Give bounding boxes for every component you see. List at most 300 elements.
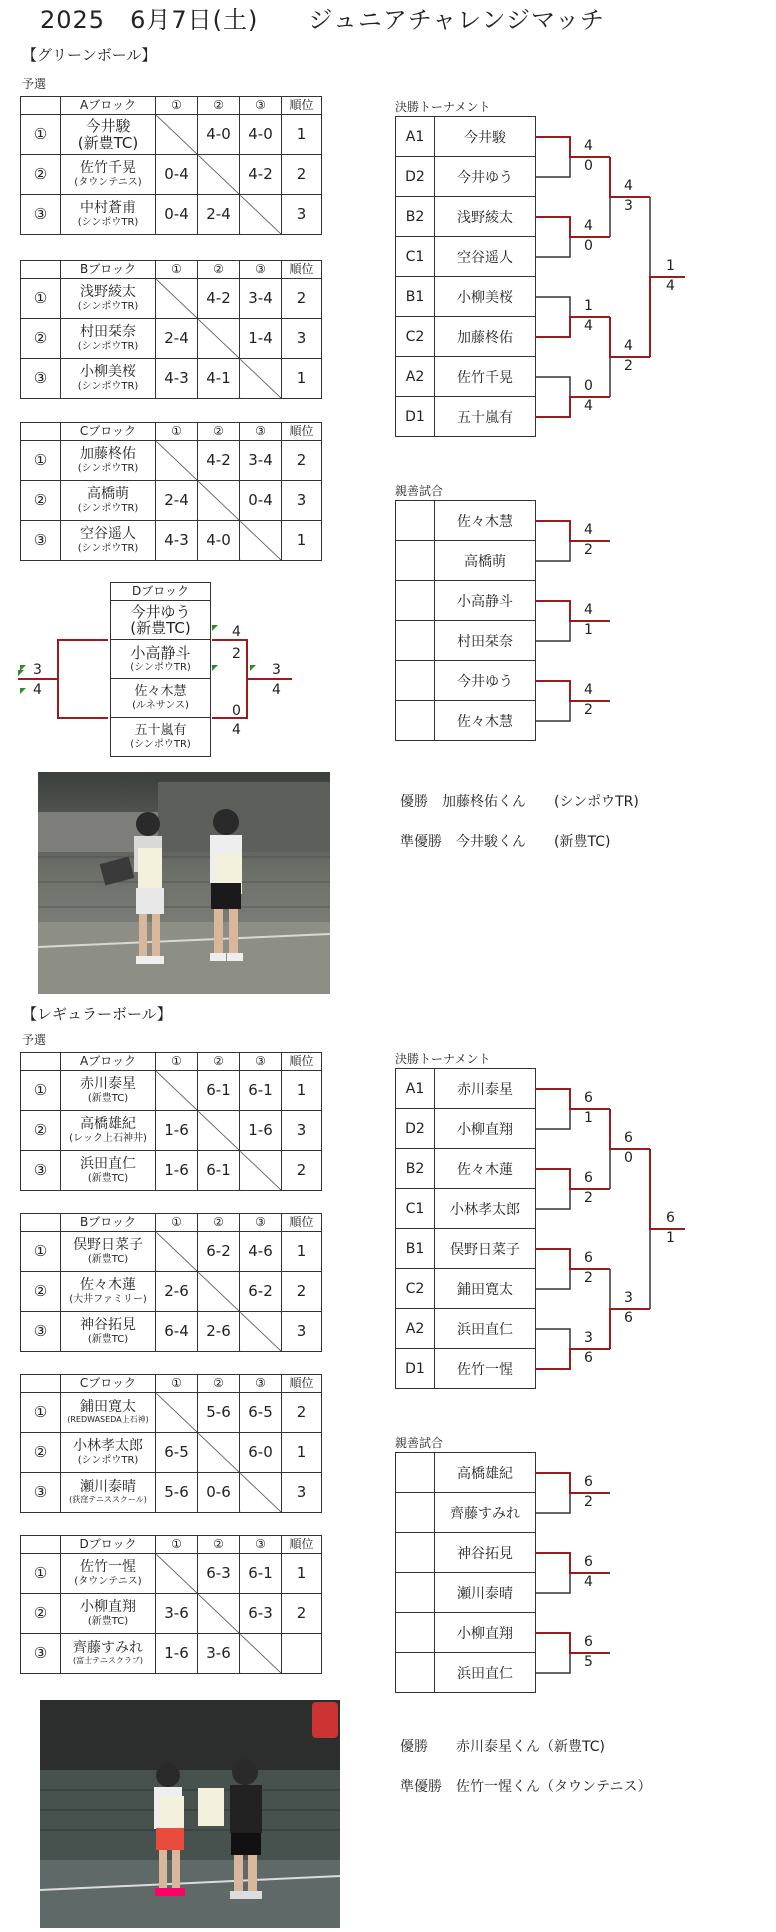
header-cell: Bブロック — [61, 1214, 156, 1232]
player-cell — [61, 481, 156, 521]
d-block-score: 3 — [272, 662, 281, 678]
friendly-player: 小柳直翔 — [435, 1613, 536, 1653]
score-cell: 4-1 — [198, 359, 240, 399]
player-club: (新豊TC) — [87, 1172, 129, 1184]
player-club: (タウンテニス) — [74, 1575, 142, 1587]
final-score: 4 — [666, 278, 675, 294]
player-number: ① — [21, 1554, 61, 1594]
d-block-score: 0 — [232, 703, 241, 719]
player-cell — [61, 1111, 156, 1151]
bracket-row — [396, 237, 536, 277]
table-row — [21, 115, 322, 155]
player-number: ① — [21, 115, 61, 155]
final-score: 1 — [666, 1230, 675, 1246]
header-cell: Dブロック — [61, 1536, 156, 1554]
regular-runner: 準優勝 佐竹一惺くん（タウンテニス） — [400, 1779, 652, 1795]
friendly-score: 4 — [584, 682, 593, 698]
score-cell: 6-3 — [198, 1554, 240, 1594]
friendly-score: 2 — [584, 1494, 593, 1510]
friendly-seed-cell — [396, 1573, 435, 1613]
player-name: 神谷拓見 — [80, 1317, 136, 1334]
score-cell: 3-6 — [156, 1594, 198, 1634]
seed-label: C1 — [396, 237, 435, 277]
score-cell: 6-5 — [240, 1393, 282, 1433]
score-cell — [198, 481, 240, 521]
final-tournament-label: 決勝トーナメント — [395, 100, 491, 114]
player-cell — [61, 1594, 156, 1634]
bracket-line — [535, 1249, 570, 1289]
friendly-row — [396, 701, 536, 741]
bracket-row — [396, 1269, 536, 1309]
table-row — [21, 481, 322, 521]
player-name: 齊藤すみれ — [73, 1640, 143, 1657]
header-cell: ① — [156, 1053, 198, 1071]
score-cell — [156, 279, 198, 319]
player-name: 空谷遥人 — [80, 526, 136, 543]
friendly-player: 小高静斗 — [435, 581, 536, 621]
score-cell: 6-1 — [198, 1071, 240, 1111]
cell-marker — [212, 665, 218, 671]
green-yosen: 予選 — [22, 77, 47, 91]
friendly-player: 神谷拓見 — [435, 1533, 536, 1573]
cell-marker — [20, 688, 26, 694]
winner-path — [535, 317, 610, 337]
rank-cell: 1 — [282, 1554, 322, 1594]
winner-path — [535, 1249, 610, 1269]
bracket-player: 浅野綾太 — [435, 197, 536, 237]
friendly-player: 佐々木慧 — [435, 501, 536, 541]
friendly-player: 高橋萌 — [435, 541, 536, 581]
header-cell: Cブロック — [61, 423, 156, 441]
header-cell: ① — [156, 261, 198, 279]
score-cell — [240, 195, 282, 235]
friendly-row — [396, 1453, 536, 1493]
bracket-line — [535, 217, 570, 257]
friendly-score: 1 — [584, 622, 593, 638]
friendly-row — [396, 1613, 536, 1653]
round-robin-Dブロック — [20, 1535, 322, 1674]
player-number: ② — [21, 481, 61, 521]
friendly-line — [535, 1633, 570, 1673]
friendly-row — [396, 1653, 536, 1693]
score-cell: 0-4 — [156, 195, 198, 235]
friendly-seed-cell — [396, 501, 435, 541]
rank-cell: 1 — [282, 1433, 322, 1473]
player-club: (シンポウTR) — [77, 340, 139, 352]
player-club: (シンポウTR) — [77, 1454, 139, 1466]
header-cell: Aブロック — [61, 97, 156, 115]
player-cell — [61, 1433, 156, 1473]
player-club: (シンポウTR) — [77, 542, 139, 554]
player-name: 浜田直仁 — [80, 1156, 136, 1173]
player-cell — [61, 1393, 156, 1433]
player-cell — [61, 155, 156, 195]
header-cell: ③ — [240, 1536, 282, 1554]
score-cell: 1-6 — [156, 1111, 198, 1151]
round1-score: 3 — [584, 1330, 593, 1346]
round2-score: 3 — [624, 198, 633, 214]
round1-score: 4 — [584, 398, 593, 414]
player-cell — [61, 1312, 156, 1352]
round1-score: 0 — [584, 378, 593, 394]
score-cell: 2-4 — [156, 481, 198, 521]
table-row — [21, 521, 322, 561]
header-cell: Cブロック — [61, 1375, 156, 1393]
score-cell — [156, 1071, 198, 1111]
player-club: (シンポウTR) — [130, 738, 191, 750]
round1-score: 2 — [584, 1270, 593, 1286]
friendly-match-label: 親善試合 — [395, 1436, 444, 1450]
score-cell: 5-6 — [156, 1473, 198, 1513]
player-name: 今井ゆう — [130, 602, 191, 621]
final-score: 1 — [666, 258, 675, 274]
player-cell — [61, 441, 156, 481]
table-row — [21, 359, 322, 399]
header-cell: Dブロック — [111, 583, 211, 601]
rank-cell: 1 — [282, 359, 322, 399]
player-cell — [61, 521, 156, 561]
table-row — [21, 1433, 322, 1473]
score-cell: 4-0 — [198, 521, 240, 561]
round-robin-Aブロック — [20, 96, 322, 235]
player-club: (荻窪テニススクール) — [69, 1494, 147, 1504]
friendly-seed-cell — [396, 1653, 435, 1693]
score-cell: 1-6 — [156, 1151, 198, 1191]
green-heading: 【グリーンボール】 — [22, 46, 157, 64]
score-cell: 6-5 — [156, 1433, 198, 1473]
table-row — [21, 1393, 322, 1433]
friendly-score: 2 — [584, 542, 593, 558]
player-club: (レック上石神井) — [69, 1132, 147, 1144]
bracket-row — [396, 1229, 536, 1269]
friendly-seed-cell — [396, 661, 435, 701]
player-cell — [61, 359, 156, 399]
friendly-player: 今井ゆう — [435, 661, 536, 701]
winner-path — [535, 1169, 610, 1189]
table-row — [111, 640, 211, 679]
page-title: 2025 6月7日(土) ジュニアチャレンジマッチ — [40, 6, 605, 34]
player-club: (新豊TC) — [77, 133, 139, 152]
round1-score: 0 — [584, 158, 593, 174]
header-cell: ③ — [240, 1375, 282, 1393]
player-number: ② — [21, 1594, 61, 1634]
score-cell: 1-6 — [240, 1111, 282, 1151]
player-name: 佐竹一惺 — [80, 1559, 136, 1576]
player-club: (シンポウTR) — [77, 300, 139, 312]
player-name: 鋪田寛太 — [80, 1399, 136, 1416]
rank-cell: 3 — [282, 1111, 322, 1151]
player-name: 小高静斗 — [130, 644, 191, 663]
rank-cell: 2 — [282, 441, 322, 481]
bracket-row — [396, 1149, 536, 1189]
player-club: (富士テニスクラブ) — [73, 1655, 143, 1665]
round-robin-Bブロック — [20, 260, 322, 399]
friendly-score: 5 — [584, 1654, 593, 1670]
score-cell: 4-6 — [240, 1232, 282, 1272]
header-cell: ① — [156, 423, 198, 441]
score-cell: 4-0 — [240, 115, 282, 155]
regular-heading: 【レギュラーボール】 — [22, 1005, 172, 1023]
bracket-player: 佐々木蓮 — [435, 1149, 536, 1189]
friendly-seed-cell — [396, 1613, 435, 1653]
round2-score: 4 — [624, 178, 633, 194]
score-cell: 6-2 — [198, 1232, 240, 1272]
friendly-row — [396, 661, 536, 701]
friendly-row — [396, 501, 536, 541]
friendly-line — [535, 601, 570, 641]
header-cell: ② — [198, 1053, 240, 1071]
round1-score: 0 — [584, 238, 593, 254]
friendly-seed-cell — [396, 701, 435, 741]
final-tournament-label: 決勝トーナメント — [395, 1052, 491, 1066]
bracket-row — [396, 1189, 536, 1229]
rank-cell: 2 — [282, 1272, 322, 1312]
table-row — [21, 279, 322, 319]
d-block-score: 4 — [272, 682, 281, 698]
score-cell: 4-2 — [198, 279, 240, 319]
score-cell: 3-4 — [240, 279, 282, 319]
bracket-row — [396, 1309, 536, 1349]
player-club: (タウンテニス) — [74, 176, 142, 188]
cell-marker — [212, 625, 218, 631]
header-cell: Bブロック — [61, 261, 156, 279]
score-cell — [198, 319, 240, 359]
friendly-seed-cell — [396, 1533, 435, 1573]
seed-label: B2 — [396, 1149, 435, 1189]
round-robin-Aブロック — [20, 1052, 322, 1191]
friendly-score: 4 — [584, 1574, 593, 1590]
score-cell — [198, 1594, 240, 1634]
score-cell: 3-6 — [198, 1634, 240, 1674]
round1-score: 6 — [584, 1350, 593, 1366]
player-number: ② — [21, 1272, 61, 1312]
score-cell: 6-1 — [240, 1554, 282, 1594]
header-cell: ① — [156, 97, 198, 115]
player-number: ① — [21, 441, 61, 481]
winner-path — [535, 217, 610, 237]
seed-label: A1 — [396, 117, 435, 157]
bracket-line — [535, 1089, 570, 1129]
score-cell: 2-6 — [156, 1272, 198, 1312]
seed-label: C2 — [396, 317, 435, 357]
header-cell: 順位 — [282, 1053, 322, 1071]
bracket-player: 今井駿 — [435, 117, 536, 157]
player-name: 五十嵐有 — [134, 723, 187, 739]
bracket-player: 浜田直仁 — [435, 1309, 536, 1349]
friendly-player: 浜田直仁 — [435, 1653, 536, 1693]
header-cell: ① — [156, 1536, 198, 1554]
score-cell — [156, 1393, 198, 1433]
seed-label: A1 — [396, 1069, 435, 1109]
player-cell — [61, 195, 156, 235]
cell-marker — [250, 665, 256, 671]
score-cell: 0-6 — [198, 1473, 240, 1513]
rank-cell: 3 — [282, 319, 322, 359]
table-row — [21, 1111, 322, 1151]
round-robin-D — [110, 582, 211, 757]
player-name: 佐竹千晃 — [80, 160, 136, 177]
table-row — [21, 1272, 322, 1312]
score-cell — [156, 1554, 198, 1594]
bracket-line — [535, 1329, 570, 1369]
bracket-player: 五十嵐有 — [435, 397, 536, 437]
table-row — [21, 1473, 322, 1513]
seed-label: B1 — [396, 277, 435, 317]
round1-score: 4 — [584, 318, 593, 334]
score-cell — [240, 521, 282, 561]
friendly-player: 高橋雄紀 — [435, 1453, 536, 1493]
bracket-player: 空谷遥人 — [435, 237, 536, 277]
round1-score: 1 — [584, 1110, 593, 1126]
table-row — [21, 319, 322, 359]
friendly-line — [535, 521, 570, 561]
table-row — [21, 195, 322, 235]
score-cell — [156, 1232, 198, 1272]
rank-cell: 2 — [282, 1594, 322, 1634]
player-cell — [61, 115, 156, 155]
header-cell: ② — [198, 261, 240, 279]
player-club: (ルネサンス) — [132, 699, 189, 711]
score-cell: 6-0 — [240, 1433, 282, 1473]
player-name: 今井駿 — [85, 117, 131, 135]
friendly-score: 2 — [584, 702, 593, 718]
player-cell — [61, 1151, 156, 1191]
player-club: (シンポウTR) — [77, 216, 139, 228]
seed-label: D1 — [396, 397, 435, 437]
round2-score: 3 — [624, 1290, 633, 1306]
friendly-player: 齊藤すみれ — [435, 1493, 536, 1533]
seed-label: D1 — [396, 1349, 435, 1389]
score-cell: 4-0 — [198, 115, 240, 155]
cell-marker — [18, 670, 24, 676]
score-cell: 6-2 — [240, 1272, 282, 1312]
player-club: (シンポウTR) — [77, 462, 139, 474]
player-name: 瀬川泰晴 — [80, 1479, 136, 1496]
bracket-row — [396, 157, 536, 197]
player-cell — [111, 718, 211, 757]
friendly-score: 6 — [584, 1554, 593, 1570]
player-number: ③ — [21, 359, 61, 399]
player-number: ② — [21, 155, 61, 195]
player-name: 俣野日菜子 — [73, 1237, 143, 1254]
player-name: 高橋雄紀 — [80, 1116, 136, 1133]
player-number: ① — [21, 279, 61, 319]
seed-label: A2 — [396, 1309, 435, 1349]
seed-label: C2 — [396, 1269, 435, 1309]
seed-label: A2 — [396, 357, 435, 397]
player-number: ① — [21, 1232, 61, 1272]
player-name: 村田栞奈 — [80, 324, 136, 341]
header-cell: 順位 — [282, 261, 322, 279]
friendly-seed-cell — [396, 621, 435, 661]
regular-winner: 優勝 赤川泰星くん（新豊TC) — [400, 1739, 605, 1755]
bracket-row — [396, 117, 536, 157]
score-cell: 6-3 — [240, 1594, 282, 1634]
winner-path — [535, 137, 610, 157]
rank-cell: 1 — [282, 521, 322, 561]
header-cell: 順位 — [282, 1214, 322, 1232]
player-number: ③ — [21, 195, 61, 235]
friendly-line — [535, 681, 570, 721]
score-cell — [240, 1312, 282, 1352]
bracket-row — [396, 317, 536, 357]
header-cell: ③ — [240, 261, 282, 279]
player-cell — [61, 1071, 156, 1111]
bracket-row — [396, 1069, 536, 1109]
bracket-player: 鋪田寛太 — [435, 1269, 536, 1309]
score-cell: 0-4 — [240, 481, 282, 521]
winner-path — [535, 1553, 610, 1573]
regular-yosen: 予選 — [22, 1033, 47, 1047]
friendly-row — [396, 1533, 536, 1573]
player-number: ① — [21, 1393, 61, 1433]
bracket-row — [396, 1349, 536, 1389]
round1-score: 4 — [584, 138, 593, 154]
player-club: (シンポウTR) — [77, 502, 139, 514]
score-cell: 0-4 — [156, 155, 198, 195]
bracket-row — [396, 397, 536, 437]
player-cell — [61, 1272, 156, 1312]
table-row — [21, 1151, 322, 1191]
header-cell: Aブロック — [61, 1053, 156, 1071]
table-row — [21, 1232, 322, 1272]
friendly-seed-cell — [396, 541, 435, 581]
bracket-player: 小柳直翔 — [435, 1109, 536, 1149]
round1-score: 4 — [584, 218, 593, 234]
seed-label: D2 — [396, 1109, 435, 1149]
table-row — [21, 1071, 322, 1111]
player-cell — [61, 1634, 156, 1674]
seed-label: B1 — [396, 1229, 435, 1269]
winner-path — [535, 1349, 610, 1369]
score-cell: 4-2 — [198, 441, 240, 481]
player-name: 佐々木蓮 — [80, 1277, 136, 1294]
friendly-row — [396, 1573, 536, 1613]
player-club: (大井ファミリー) — [69, 1293, 147, 1305]
seed-label: D2 — [396, 157, 435, 197]
score-cell: 2-4 — [156, 319, 198, 359]
player-cell — [61, 1473, 156, 1513]
score-cell: 2-6 — [198, 1312, 240, 1352]
player-number: ③ — [21, 1151, 61, 1191]
score-cell: 4-2 — [240, 155, 282, 195]
rank-cell: 2 — [282, 1151, 322, 1191]
round2-score: 2 — [624, 358, 633, 374]
winner-path — [535, 681, 610, 701]
player-name: 加藤柊佑 — [80, 446, 136, 463]
round2-score: 0 — [624, 1150, 633, 1166]
header-cell: 順位 — [282, 1375, 322, 1393]
final-bracket-table — [395, 1068, 536, 1389]
table-row — [21, 1312, 322, 1352]
round1-score: 2 — [584, 1190, 593, 1206]
player-number: ② — [21, 319, 61, 359]
player-name: 小柳直翔 — [80, 1599, 136, 1616]
header-cell: ③ — [240, 97, 282, 115]
score-cell — [198, 1111, 240, 1151]
score-cell: 2-4 — [198, 195, 240, 235]
player-cell — [111, 640, 211, 679]
bracket-line — [535, 137, 570, 177]
rank-cell: 2 — [282, 1393, 322, 1433]
winner-path — [535, 1473, 610, 1493]
green-winner: 優勝 加藤柊佑くん (シンポウTR) — [400, 794, 639, 810]
table-row — [111, 679, 211, 718]
table-row — [21, 441, 322, 481]
header-cell: ② — [198, 1214, 240, 1232]
player-club: (新豊TC) — [87, 1333, 129, 1345]
winner-path — [58, 640, 108, 718]
